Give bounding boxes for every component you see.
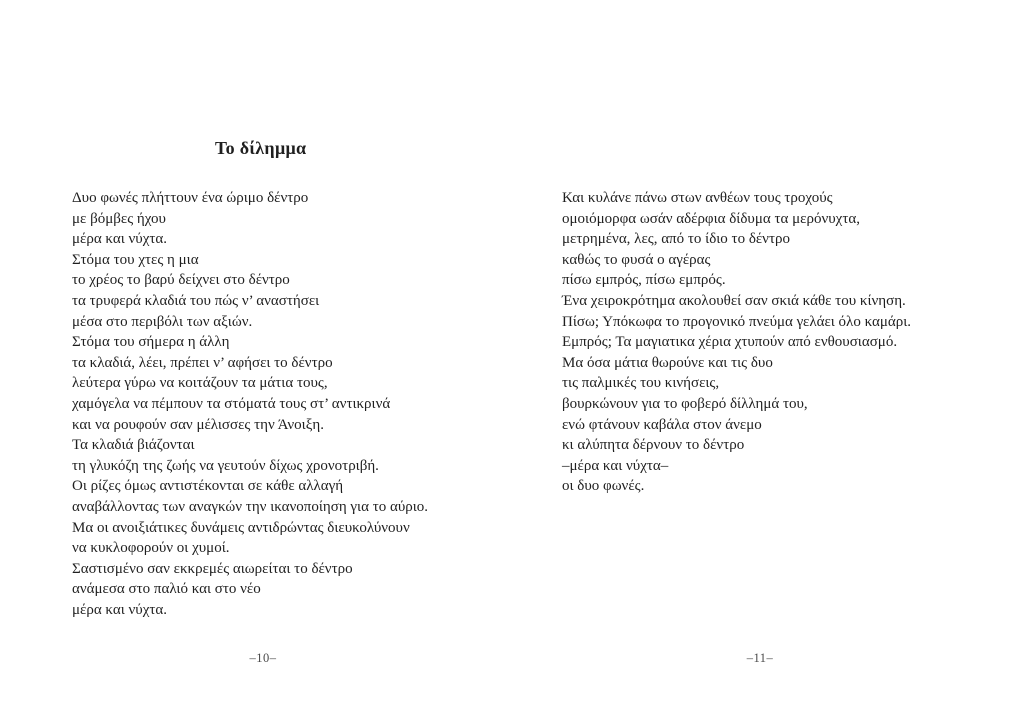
poem-title: Το δίλημμα <box>215 138 307 159</box>
poem-line: Πίσω; Υπόκωφα το προγονικό πνεύμα γελάει όλο καμάρι. <box>562 313 912 330</box>
poem-line: τα κλαδιά, λέει, πρέπει ν’ αφήσει το δέντρο <box>72 354 333 371</box>
poem-line: να κυκλοφορούν οι χυμοί. <box>72 540 230 557</box>
poem-line: Στόμα του χτες η μια <box>72 251 199 268</box>
poem-line: Εμπρός; Τα μαγιατικα χέρια χτυπούν από ενθουσιασμό. <box>562 334 898 351</box>
poem-line: Μα οι ανοιξιάτικες δυνάμεις αντιδρώντας διευκολύνουν <box>72 519 410 536</box>
poem-line: Και κυλάνε πάνω στων ανθέων τους τροχούς <box>562 190 833 206</box>
page-number-right: –11– <box>746 651 774 665</box>
poem-line: Μα όσα μάτια θωρούνε και τις δυο <box>562 354 773 371</box>
poem-line: αναβάλλοντας των αναγκών την ικανοποίηση για το αύριο. <box>72 498 429 515</box>
poem-line: κι αλύπητα δέρνουν το δέντρο <box>562 437 745 454</box>
poem-line: ομοιόμορφα ωσάν αδέρφια δίδυμα τα μερόνυχτα, <box>562 210 860 227</box>
poem-line: ανάμεσα στο παλιό και στο νέο <box>72 581 261 598</box>
poem-line: μέρα και νύχτα. <box>72 231 168 248</box>
poem-line: Ένα χειροκρότημα ακολουθεί σαν σκιά κάθε του κίνηση. <box>562 292 906 309</box>
poem-line: Τα κλαδιά βιάζονται <box>72 437 195 454</box>
poem-line: τις παλμικές του κινήσεις, <box>562 375 720 392</box>
poem-line: οι δυο φωνές. <box>562 478 645 495</box>
poem-line: καθώς το φυσά ο αγέρας <box>562 251 711 268</box>
poem-line: Στόμα του σήμερα η άλλη <box>72 334 230 351</box>
poem-line: ενώ φτάνουν καβάλα στον άνεμο <box>562 416 762 433</box>
poem-line: το χρέος το βαρύ δείχνει στο δέντρο <box>72 272 290 289</box>
poem-line: Δυο φωνές πλήττουν ένα ώριμο δέντρο <box>72 190 309 206</box>
poem-line: Οι ρίζες όμως αντιστέκονται σε κάθε αλλαγή <box>72 478 344 495</box>
poem-line: βουρκώνουν για το φοβερό δίλλημά του, <box>562 395 808 412</box>
left-page-text <box>72 188 532 620</box>
poem-line: πίσω εμπρός, πίσω εμπρός. <box>562 272 726 289</box>
poem-line: χαμόγελα να πέμπουν τα στόματά τους στ’ αντικρινά <box>72 395 391 412</box>
poem-line: λεύτερα γύρω να κοιτάζουν τα μάτια τους, <box>72 375 328 392</box>
poem-line: –μέρα και νύχτα– <box>562 457 669 474</box>
poem-line: τα τρυφερά κλαδιά του πώς ν’ αναστήσει <box>72 292 320 309</box>
page-number-left: –10– <box>249 651 277 665</box>
poem-line: και να ρουφούν σαν μέλισσες την Άνοιξη. <box>72 416 324 433</box>
poem-line: μέσα στο περιβόλι των αξιών. <box>72 313 253 330</box>
poem-line: με βόμβες ήχου <box>72 210 166 227</box>
poem-line: τη γλυκόζη της ζωής να γευτούν δίχως χρονοτριβή. <box>72 457 379 474</box>
poem-line: μετρημένα, λες, από το ίδιο το δέντρο <box>562 231 790 248</box>
poem-line: μέρα και νύχτα. <box>72 601 168 618</box>
poem-line: Σαστισμένο σαν εκκρεμές αιωρείται το δέντρο <box>72 560 353 577</box>
right-page-text <box>562 188 992 497</box>
